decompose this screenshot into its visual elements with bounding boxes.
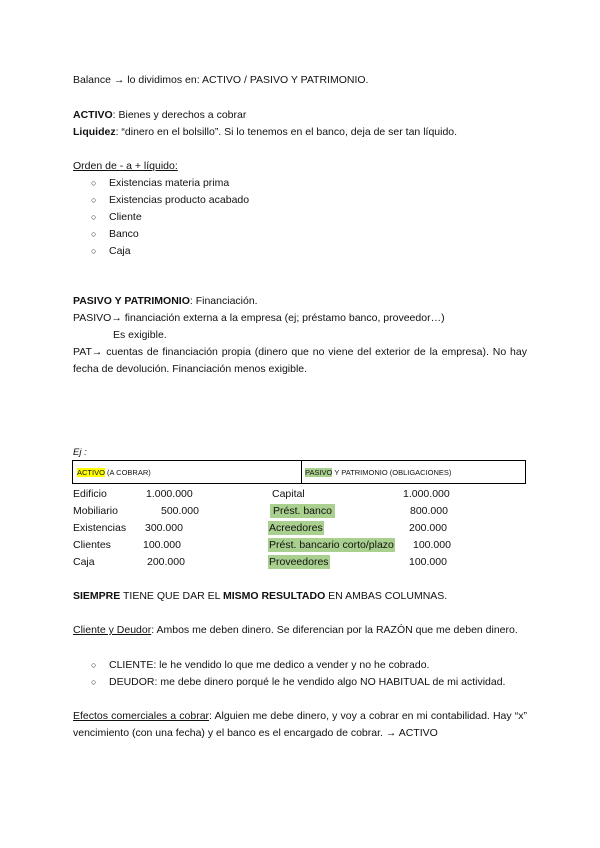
activo-row-label: Edificio [73,488,107,500]
pasivo-row-value: 100.000 [409,556,447,568]
circle-bullet-icon [91,658,101,672]
liquidez-text: : “dinero en el bolsillo”. Si lo tenemos en el banco, deja de ser tan líquido. [115,126,458,138]
list-item: Existencias producto acabado [109,194,250,206]
activo-row-label: Clientes [73,539,111,551]
activo-row-value: 1.000.000 [146,488,193,500]
pasivo-line: PASIVO→ financiación externa a la empresa (ej; préstamo banco, proveedor…) [73,312,445,324]
cliente-deudor-paragraph: Cliente y Deudor: Ambos me deben dinero. Se diferencian por la RAZÓN que me deben dinero. [73,624,518,636]
circle-bullet-icon [91,176,101,190]
activo-row-label: Caja [73,556,95,568]
list-item: Banco [109,228,139,240]
circle-bullet-icon [91,227,101,241]
list-item: Caja [109,245,131,257]
pasivo-patrimonio-term: PASIVO Y PATRIMONIO [73,295,190,307]
pasivo-row-value: 800.000 [410,505,448,517]
pasivo-row-label: Capital [272,488,305,500]
pasivo-row-label: Prést. banco [270,504,335,518]
activo-row-value: 100.000 [143,539,181,551]
activo-row-label: Mobiliario [73,505,118,517]
activo-row-value: 500.000 [161,505,199,517]
list-item: CLIENTE: le he vendido lo que me dedico a vender y no he cobrado. [109,659,430,671]
efectos-paragraph: Efectos comerciales a cobrar: Alguien me debe dinero, y voy a cobrar en mi contabilidad. Hay “x” vencimiento (con una fecha) y el banco es el encargado de cobrar. → ACTIVO [73,710,528,739]
exigible-line: Es exigible. [113,329,167,341]
pasivo-row-value: 100.000 [413,539,451,551]
header-pasivo: PASIVO Y PATRIMONIO (OBLIGACIONES) [305,468,452,477]
list-item: Existencias materia prima [109,177,230,189]
example-label: Ej : [73,447,87,458]
circle-bullet-icon [91,210,101,224]
circle-bullet-icon [91,244,101,258]
activo-row-value: 300.000 [145,522,183,534]
orden-title: Orden de - a + líquido: [73,160,178,172]
activo-row-label: Existencias [73,522,127,534]
activo-row-value: 200.000 [147,556,185,568]
header-activo: ACTIVO (A COBRAR) [77,468,151,477]
pasivo-patrimonio-definition: PASIVO Y PATRIMONIO: Financiación. [73,295,258,307]
balance-table-header [72,460,526,484]
pasivo-row-label: Proveedores [269,556,329,568]
circle-bullet-icon [91,193,101,207]
liquidez-term: Liquidez [73,126,116,138]
balance-line: Balance → lo dividimos en: ACTIVO / PASIVO Y PATRIMONIO. [73,74,369,86]
list-item: DEUDOR: me debe dinero porqué le he vendido algo NO HABITUAL de mi actividad. [109,676,506,688]
pasivo-row-value: 1.000.000 [403,488,450,500]
list-item: Cliente [109,211,142,223]
activo-definition [73,108,246,122]
activo-term: ACTIVO [73,109,113,121]
circle-bullet-icon [91,675,101,689]
activo-text: : Bienes y derechos a cobrar [112,109,247,121]
liquidez-definition [73,125,457,139]
pat-paragraph: PAT→ cuentas de financiación propia (dinero que no viene del exterior de la empresa). No hay fecha de devolución. Financiación menos exigible. [73,346,527,375]
table-divider [301,461,302,483]
pasivo-row-label: Prést. bancario corto/plazo [269,539,394,551]
siempre-statement: SIEMPRE TIENE QUE DAR EL MISMO RESULTADO EN AMBAS COLUMNAS. [73,590,448,602]
pasivo-row-label: Acreedores [269,522,323,534]
pasivo-row-value: 200.000 [409,522,447,534]
